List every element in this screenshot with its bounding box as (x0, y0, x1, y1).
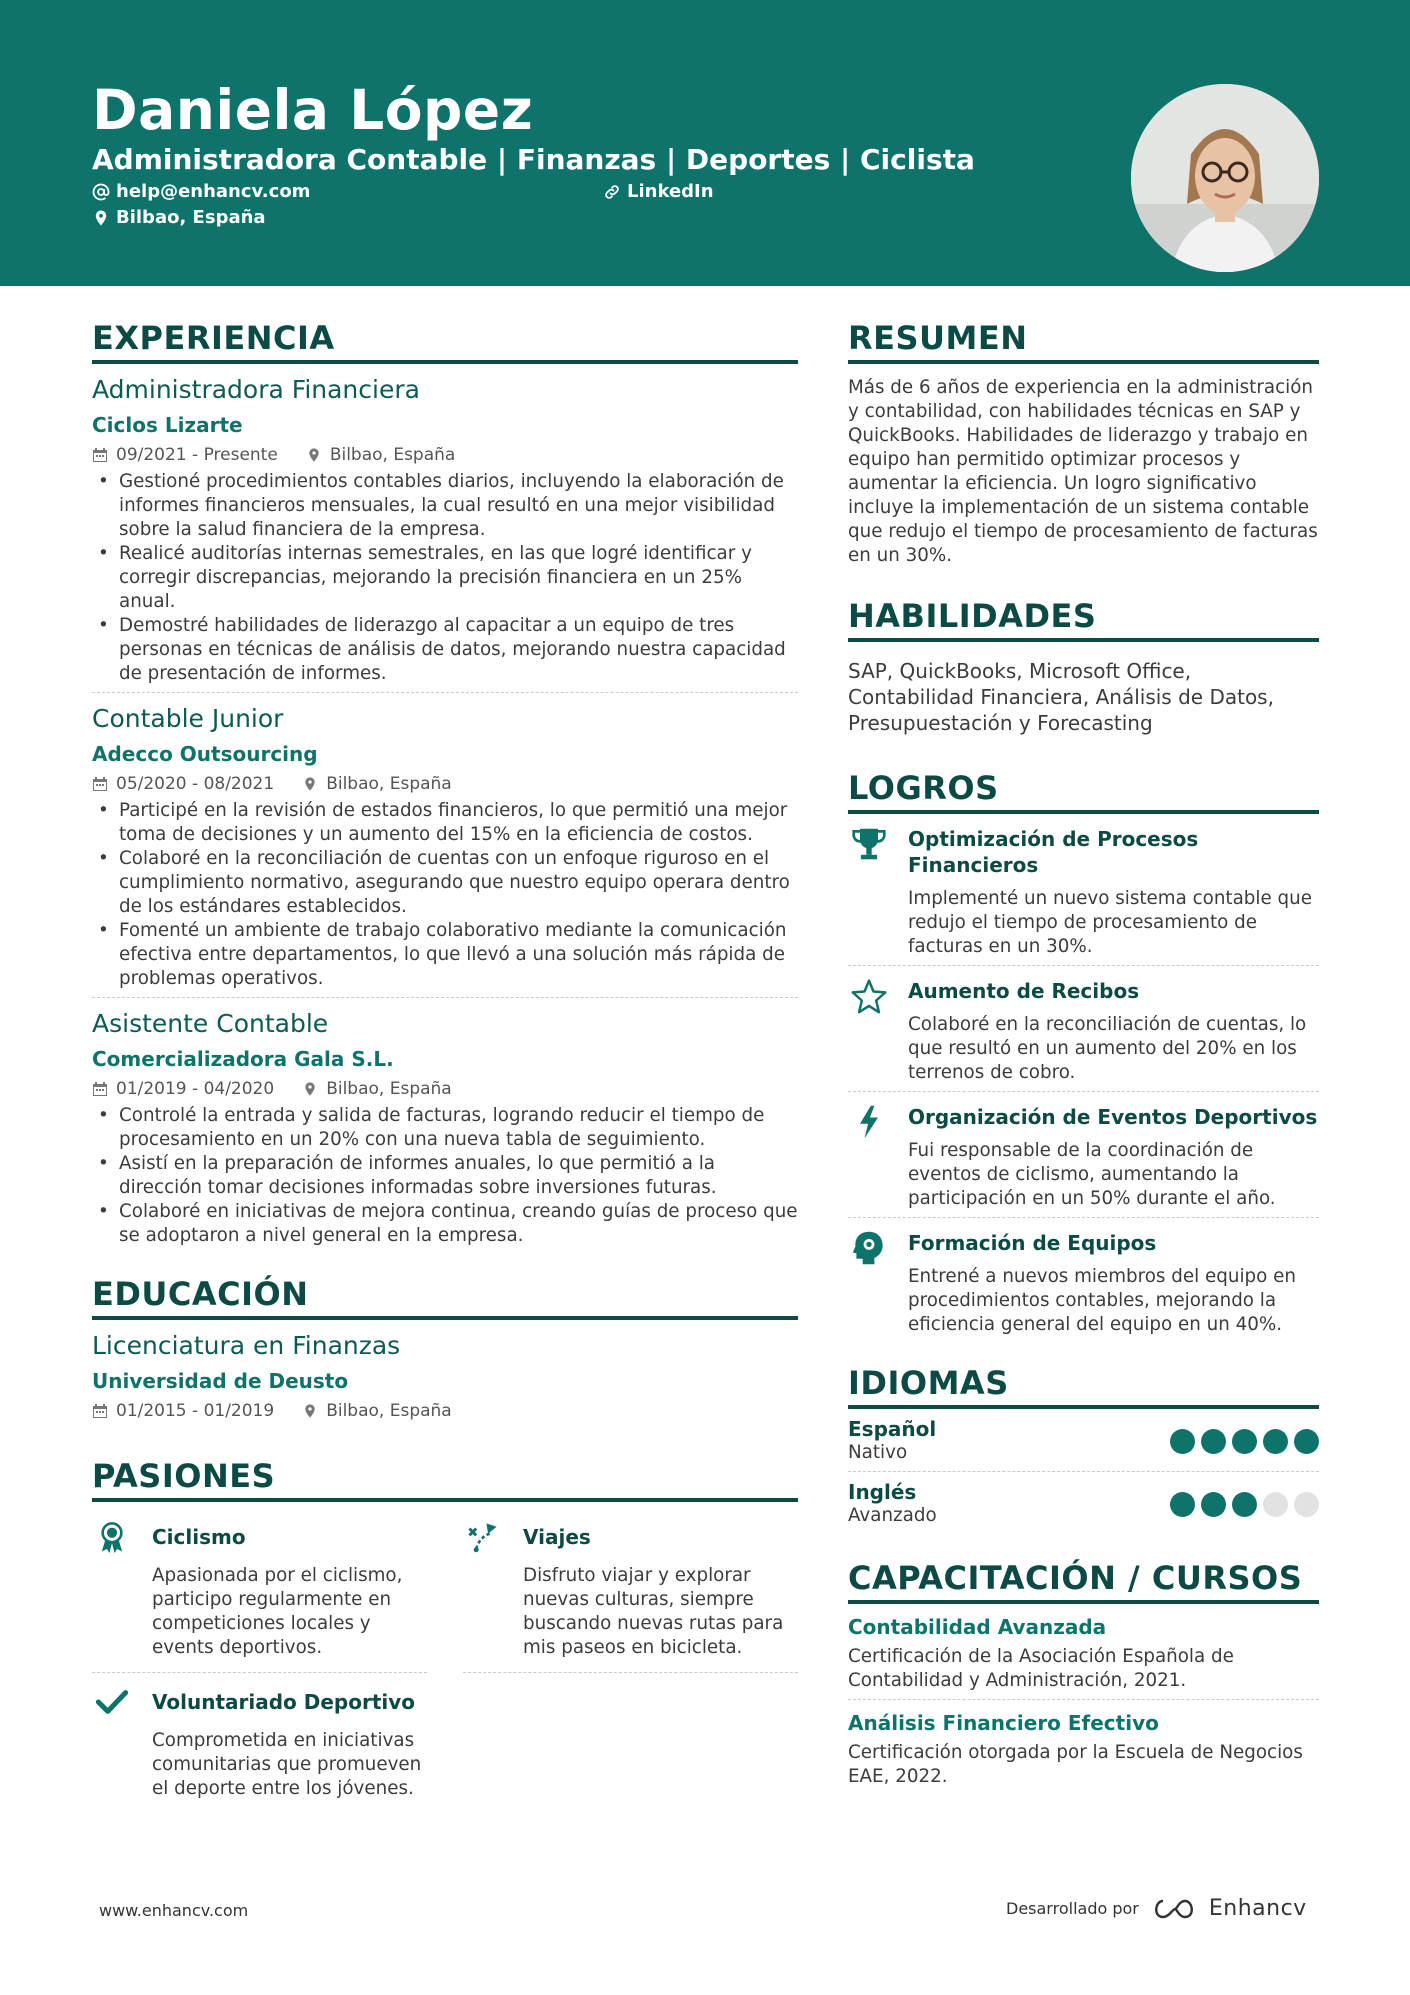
course-item (848, 1614, 1319, 1700)
star-icon (850, 978, 888, 1014)
job-title: Asistente Contable (92, 1009, 329, 1038)
achievement-title: Optimización de Procesos Financieros (908, 827, 1199, 877)
linkedin-text: LinkedIn (627, 181, 714, 202)
email-text: help@enhancv.com (116, 181, 311, 202)
job-meta (92, 1078, 798, 1100)
location-pin-icon (302, 1403, 318, 1419)
rating-dot-filled (1263, 1429, 1288, 1454)
company-name: Adecco Outsourcing (92, 742, 318, 766)
divider (463, 1672, 798, 1673)
section-title-passions: PASIONES (92, 1456, 798, 1502)
passion-item (463, 1508, 798, 1673)
location-contact (92, 207, 266, 228)
location-pin-icon (302, 1081, 318, 1097)
language-item (848, 1472, 1319, 1528)
course-title: Contabilidad Avanzada (848, 1615, 1107, 1639)
section-title-experience: EXPERIENCIA (92, 318, 798, 364)
bullet-item: • Gestioné procedimientos contables diarios, incluyendo la elaboración de informes financieros mensuales, la cual resultó en una mejor visibilidad sobre la salud financiera de la empresa. (92, 470, 798, 542)
achievement-item (848, 1092, 1319, 1218)
powered-by-text: Desarrollado por (1006, 1899, 1139, 1918)
brand-name: Enhancv (1208, 1896, 1307, 1921)
calendar-icon (92, 1081, 108, 1097)
job-dates: 09/2021 - Presente (116, 445, 278, 465)
passion-item (92, 1673, 427, 1807)
language-level: Avanzado (848, 1505, 937, 1526)
route-icon (463, 1520, 503, 1554)
resume-header (0, 0, 1410, 286)
passion-title: Viajes (523, 1525, 591, 1549)
enhancv-logo-icon (1151, 1897, 1197, 1921)
profile-photo (1131, 84, 1319, 272)
rating-dot-empty (1294, 1492, 1319, 1517)
calendar-icon (92, 447, 108, 463)
job-location: Bilbao, España (326, 774, 452, 794)
location-pin-icon (92, 209, 110, 227)
achievement-title: Organización de Eventos Deportivos (908, 1105, 1318, 1129)
head-brain-icon (850, 1230, 888, 1266)
language-item (848, 1409, 1319, 1472)
location-pin-icon (306, 447, 322, 463)
language-rating (1170, 1429, 1319, 1454)
job-dates: 01/2019 - 04/2020 (116, 1079, 275, 1099)
course-desc: Certificación de la Asociación Española de Contabilidad y Administración, 2021. (848, 1646, 1234, 1691)
divider (848, 1699, 1319, 1700)
rating-dot-filled (1232, 1429, 1257, 1454)
course-desc: Certificación otorgada por la Escuela de Negocios EAE, 2022. (848, 1742, 1303, 1787)
checkmark-icon (92, 1685, 132, 1719)
achievement-item (848, 1218, 1319, 1337)
course-item (848, 1710, 1319, 1789)
bullet-item: • Colaboré en la reconciliación de cuentas con un enfoque riguroso en el cumplimiento normativo, asegurando que nuestro equipo operara dentro de los estándares establecidos. (92, 847, 798, 919)
rating-dot-empty (1263, 1492, 1288, 1517)
degree-title: Licenciatura en Finanzas (92, 1331, 401, 1360)
job-meta (92, 444, 798, 466)
job-bullets (92, 799, 798, 991)
bullet-item: • Controlé la entrada y salida de facturas, logrando reducir el tiempo de procesamiento en un 20% con una nueva tabla de seguimiento. (92, 1104, 798, 1152)
location-text: Bilbao, España (116, 207, 266, 228)
school-name: Universidad de Deusto (92, 1369, 349, 1393)
achievement-desc: Colaboré en la reconciliación de cuentas, lo que resultó en un aumento del 20% en los terrenos de cobro. (908, 1014, 1307, 1083)
passion-desc: Apasionada por el ciclismo, participo regularmente en competiciones locales y events deportivos. (152, 1565, 403, 1658)
language-level: Nativo (848, 1442, 908, 1463)
achievement-item (848, 966, 1319, 1092)
email-contact[interactable] (92, 181, 310, 202)
linkedin-contact[interactable] (603, 181, 714, 202)
company-name: Ciclos Lizarte (92, 413, 243, 437)
bullet-item: • Demostré habilidades de liderazgo al capacitar a un equipo de tres personas en técnicas de análisis de datos, mejorando nuestra capacidad de presentación de informes. (92, 614, 798, 686)
section-title-summary: RESUMEN (848, 318, 1319, 364)
education-dates: 01/2015 - 01/2019 (116, 1401, 275, 1421)
job-dates: 05/2020 - 08/2021 (116, 774, 275, 794)
education-location: Bilbao, España (326, 1401, 452, 1421)
footer-branding[interactable] (1006, 1896, 1307, 1921)
passion-desc: Comprometida en iniciativas comunitarias que promueven el deporte entre los jóvenes. (152, 1730, 422, 1799)
left-column (92, 318, 798, 1807)
link-icon (603, 183, 621, 201)
skills-text: SAP, QuickBooks, Microsoft Office, Contabilidad Financiera, Análisis de Datos, Presupuestación y Forecasting (848, 659, 1274, 735)
rating-dot-filled (1294, 1429, 1319, 1454)
section-title-achievements: LOGROS (848, 768, 1319, 814)
passions-grid (92, 1508, 798, 1807)
lightning-icon (850, 1104, 888, 1140)
bullet-item: • Fomenté un ambiente de trabajo colaborativo mediante la comunicación efectiva entre departamentos, lo que llevó a una solución más rápida de problemas operativos. (92, 919, 798, 991)
education-entry (92, 1330, 798, 1422)
language-name: Inglés (848, 1480, 917, 1504)
achievement-title: Formación de Equipos (908, 1231, 1157, 1255)
job-title: Contable Junior (92, 704, 284, 733)
education-meta (92, 1400, 798, 1422)
passion-title: Ciclismo (152, 1525, 246, 1549)
calendar-icon (92, 776, 108, 792)
passion-item (92, 1508, 427, 1673)
trophy-icon (850, 826, 888, 862)
divider (92, 692, 798, 693)
achievement-desc: Implementé un nuevo sistema contable que redujo el tiempo de procesamiento de facturas en un 30%. (908, 888, 1312, 957)
headline: Administradora Contable | Finanzas | Deportes | Ciclista (92, 143, 975, 176)
section-title-courses: CAPACITACIÓN / CURSOS (848, 1558, 1319, 1604)
experience-entry (92, 703, 798, 998)
course-title: Análisis Financiero Efectivo (848, 1711, 1159, 1735)
footer-website[interactable]: www.enhancv.com (99, 1901, 249, 1920)
bullet-item: • Colaboré en iniciativas de mejora continua, creando guías de proceso que se adoptaron a nivel general en la empresa. (92, 1200, 798, 1248)
right-column (848, 318, 1319, 1789)
job-location: Bilbao, España (329, 445, 456, 465)
achievement-item (848, 814, 1319, 966)
achievement-desc: Fui responsable de la coordinación de eventos de ciclismo, aumentando la participación en un 50% durante el año. (908, 1140, 1276, 1209)
achievement-desc: Entrené a nuevos miembros del equipo en procedimientos contables, mejorando la eficiencia general del equipo en un 40%. (908, 1266, 1296, 1335)
section-title-languages: IDIOMAS (848, 1363, 1319, 1409)
job-location: Bilbao, España (326, 1079, 452, 1099)
achievement-title: Aumento de Recibos (908, 979, 1140, 1003)
experience-entry (92, 374, 798, 693)
passion-desc: Disfruto viajar y explorar nuevas culturas, siempre buscando nuevas rutas para mis paseos en bicicleta. (523, 1565, 784, 1658)
bullet-item: • Realicé auditorías internas semestrales, en las que logré identificar y corregir discrepancias, mejorando la precisión financiera en un 25% anual. (92, 542, 798, 614)
company-name: Comercializadora Gala S.L. (92, 1047, 394, 1071)
rating-dot-filled (1201, 1429, 1226, 1454)
summary-text: Más de 6 años de experiencia en la administración y contabilidad, con habilidades técnicas en SAP y QuickBooks. Habilidades de liderazgo y trabajo en equipo han permitido optimizar procesos y aumentar la eficiencia. Un logro significativo incluye la implementación de un sistema contable que redujo el tiempo de procesamiento de facturas en un 30%. (848, 377, 1318, 566)
job-title: Administradora Financiera (92, 375, 420, 404)
divider (92, 997, 798, 998)
job-meta (92, 773, 798, 795)
language-rating (1170, 1492, 1319, 1517)
calendar-icon (92, 1403, 108, 1419)
candidate-name: Daniela López (92, 78, 534, 142)
award-ribbon-icon (92, 1520, 132, 1554)
job-bullets (92, 470, 798, 686)
language-name: Español (848, 1417, 937, 1441)
passion-title: Voluntariado Deportivo (152, 1690, 416, 1714)
rating-dot-filled (1170, 1429, 1195, 1454)
location-pin-icon (302, 776, 318, 792)
bullet-item: • Participé en la revisión de estados financieros, lo que permitió una mejor toma de decisiones y un aumento del 15% en la eficiencia de costos. (92, 799, 798, 847)
rating-dot-filled (1201, 1492, 1226, 1517)
job-bullets (92, 1104, 798, 1248)
section-title-education: EDUCACIÓN (92, 1274, 798, 1320)
experience-entry (92, 1008, 798, 1248)
bullet-item: • Asistí en la preparación de informes anuales, lo que permitió a la dirección tomar decisiones informadas sobre inversiones futuras. (92, 1152, 798, 1200)
rating-dot-filled (1232, 1492, 1257, 1517)
rating-dot-filled (1170, 1492, 1195, 1517)
section-title-skills: HABILIDADES (848, 596, 1319, 642)
at-sign-icon (92, 183, 110, 201)
